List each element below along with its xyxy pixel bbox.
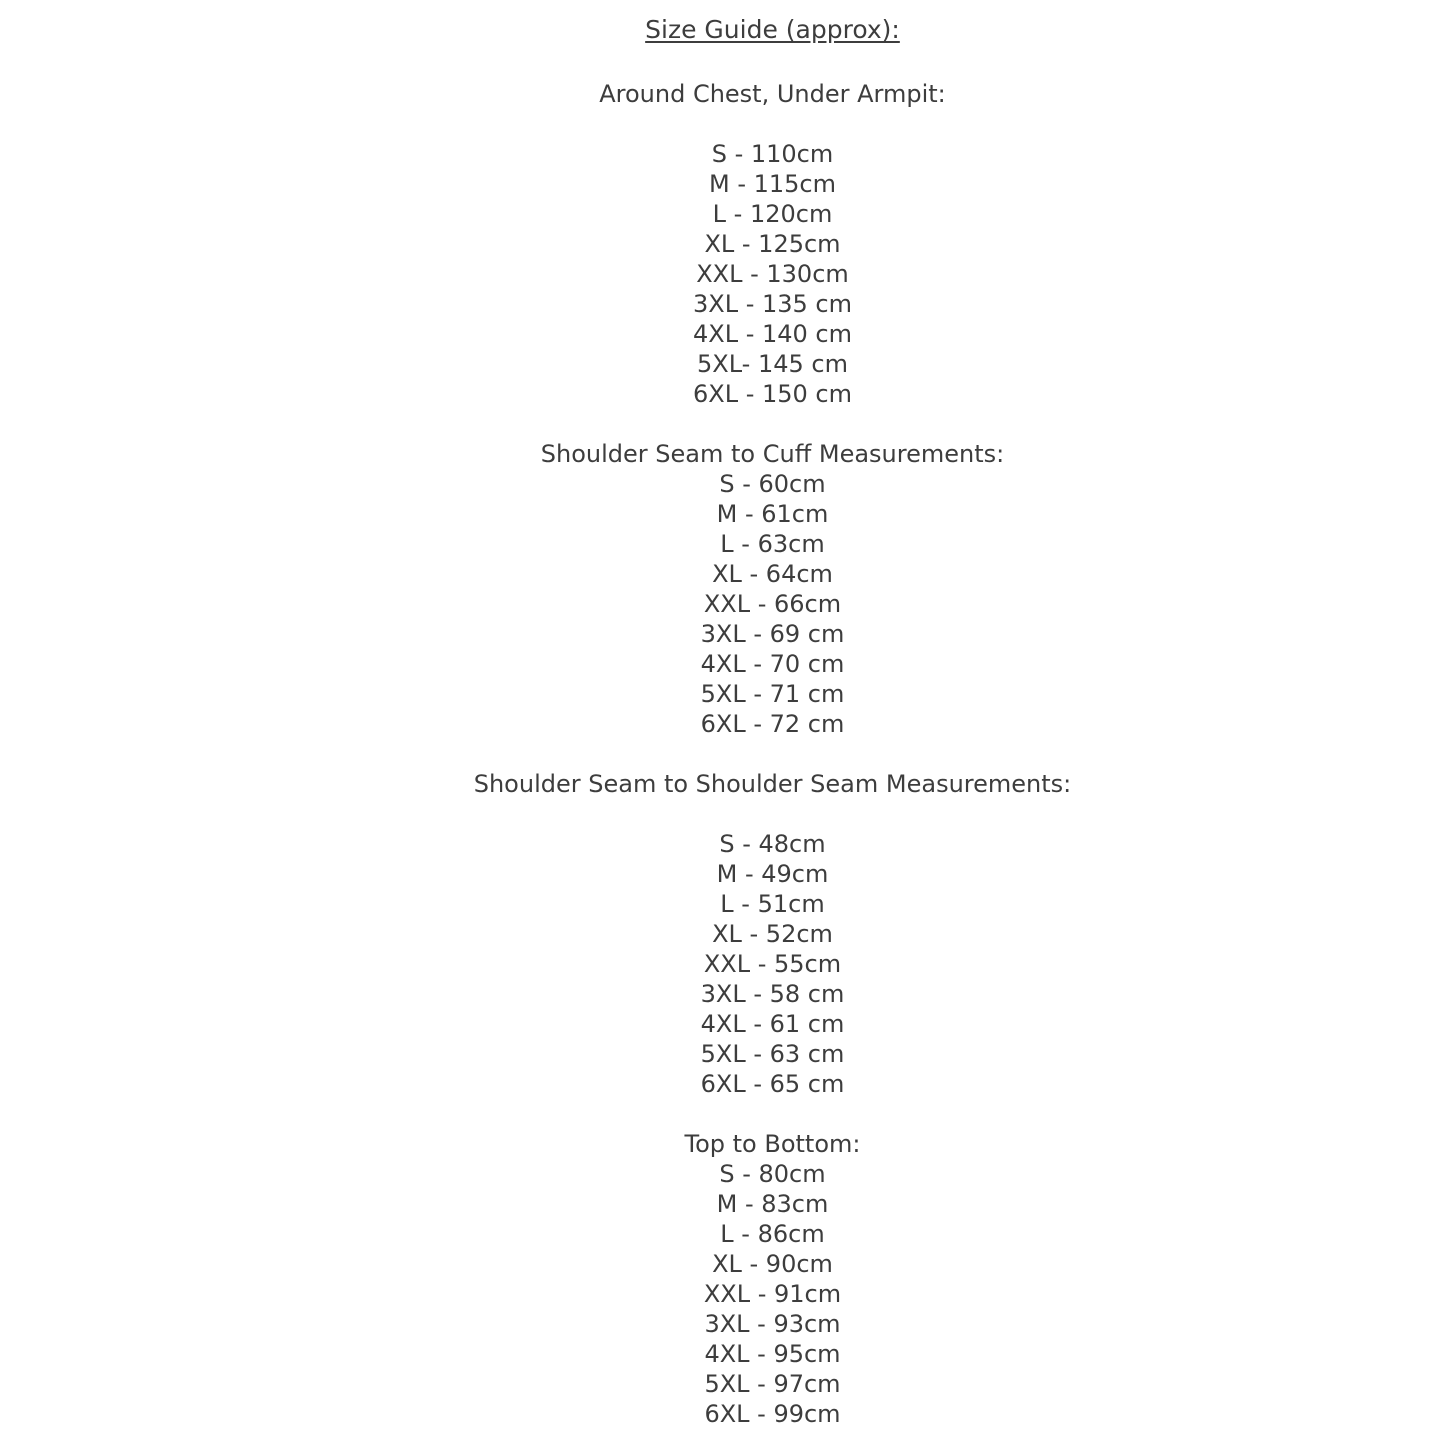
size-row: 4XL - 70 cm	[700, 650, 845, 678]
size-row: 5XL- 145 cm	[697, 350, 848, 378]
size-row: M - 83cm	[716, 1190, 829, 1218]
size-section	[100, 769, 1445, 1099]
size-row: L - 63cm	[720, 530, 825, 558]
size-row: S - 110cm	[711, 140, 834, 168]
size-row: 6XL - 65 cm	[700, 1070, 845, 1098]
size-row: XXL - 66cm	[703, 590, 842, 618]
size-row: XXL - 55cm	[703, 950, 842, 978]
size-row: 6XL - 72 cm	[700, 710, 845, 738]
size-row: 6XL - 150 cm	[692, 380, 852, 408]
size-row: XL - 52cm	[712, 920, 833, 948]
section-heading: Shoulder Seam to Shoulder Seam Measurements:	[473, 770, 1072, 798]
size-row: 6XL - 99cm	[704, 1400, 841, 1428]
size-row: M - 61cm	[716, 500, 829, 528]
size-section	[100, 1129, 1445, 1429]
size-row: XXL - 130cm	[696, 260, 849, 288]
size-list	[100, 469, 1445, 739]
size-list	[100, 139, 1445, 409]
section-heading: Top to Bottom:	[684, 1130, 861, 1158]
size-guide-content	[100, 15, 1445, 1429]
size-row: 3XL - 58 cm	[700, 980, 845, 1008]
size-row: M - 115cm	[708, 170, 836, 198]
size-row: 3XL - 69 cm	[700, 620, 845, 648]
size-row: L - 51cm	[720, 890, 825, 918]
section-heading: Shoulder Seam to Cuff Measurements:	[540, 440, 1005, 468]
size-row: S - 60cm	[719, 470, 826, 498]
size-list	[100, 1159, 1445, 1429]
size-row: S - 48cm	[719, 830, 826, 858]
size-row: S - 80cm	[719, 1160, 826, 1188]
size-section	[100, 439, 1445, 739]
size-row: XL - 90cm	[712, 1250, 833, 1278]
size-row: L - 86cm	[720, 1220, 825, 1248]
size-row: 4XL - 95cm	[704, 1340, 841, 1368]
size-row: 4XL - 61 cm	[700, 1010, 845, 1038]
section-heading: Around Chest, Under Armpit:	[599, 80, 946, 108]
size-row: L - 120cm	[712, 200, 833, 228]
size-row: 4XL - 140 cm	[692, 320, 852, 348]
size-row: 5XL - 97cm	[704, 1370, 841, 1398]
size-row: 3XL - 93cm	[704, 1310, 841, 1338]
size-list	[100, 829, 1445, 1099]
size-row: XL - 64cm	[712, 560, 833, 588]
size-row: 3XL - 135 cm	[692, 290, 852, 318]
size-row: 5XL - 63 cm	[700, 1040, 845, 1068]
size-row: XXL - 91cm	[703, 1280, 842, 1308]
page-title: Size Guide (approx):	[645, 15, 900, 44]
size-row: 5XL - 71 cm	[700, 680, 845, 708]
size-sections	[100, 79, 1445, 1429]
size-row: M - 49cm	[716, 860, 829, 888]
size-row: XL - 125cm	[704, 230, 841, 258]
size-section	[100, 79, 1445, 409]
